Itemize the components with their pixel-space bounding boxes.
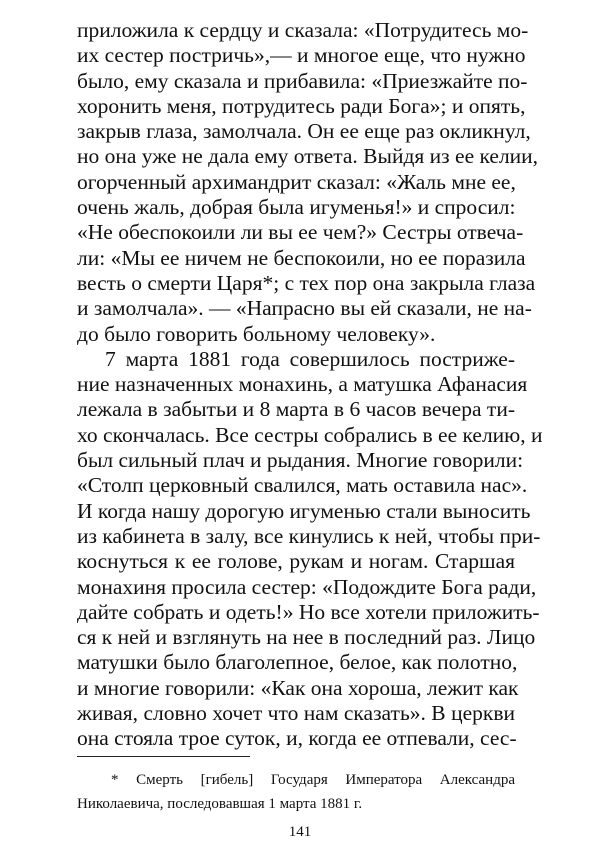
text-line: коснуться к ее голове, рукам и ногам. Старшая: [77, 549, 515, 574]
text-line: было, ему сказала и прибавила: «Приезжайте по-: [77, 68, 528, 93]
text-line: приложила к сердцу и сказала: «Потрудитесь мо-: [77, 18, 529, 42]
text-line: монахиня просила сестер: «Подождите Бога ради,: [77, 574, 537, 599]
footnote: [77, 768, 515, 816]
text-line: весть о смерти Царя*; с тех пор она закрыла глаза: [77, 270, 536, 295]
text-line: живая, словно хочет что нам сказать». В церкви: [77, 701, 515, 726]
text-line: лежала в забытьи и 8 марта в 6 часов вечера ти-: [77, 397, 515, 422]
text-line: из кабинета в залу, все кинулись к ней, чтобы при-: [77, 523, 541, 548]
text-line: и замолчала». — «Напрасно вы ей сказали, не на-: [77, 296, 532, 321]
footnote-line: * Смерть [гибель] Государя Императора Александра: [111, 772, 515, 788]
text-line: она стояла трое суток, и, когда ее отпевали, сес-: [77, 726, 517, 751]
text-line: матушки было благолепное, белое, как полотно,: [77, 650, 518, 675]
text-line: но она уже не дала ему ответа. Выйдя из ее келии,: [77, 144, 539, 169]
text-line: И когда нашу дорогую игуменью стали выносить: [77, 498, 531, 523]
text-line: и многие говорили: «Как она хороша, лежит как: [77, 675, 519, 700]
paragraph-1: [77, 18, 539, 347]
text-line: «Столп церковный свалился, мать оставила нас».: [77, 473, 528, 498]
page-number: 141: [288, 824, 312, 840]
main-text: [77, 18, 543, 752]
text-line: ли: «Мы ее ничем не беспокоили, но ее поразила: [77, 245, 526, 270]
footnote-divider: [77, 756, 250, 757]
text-line: ся к ней и взглянуть на нее в последний раз. Лицо: [77, 625, 536, 650]
text-line: огорченный архимандрит сказал: «Жаль мне ее,: [77, 169, 516, 194]
text-line: хо скончалась. Все сестры собрались в ее келию, и: [77, 422, 543, 447]
text-line: был сильный плач и рыдания. Многие говорили:: [77, 448, 524, 473]
text-line: 7 марта 1881 года совершилось постриже-: [105, 346, 515, 371]
text-line: ние назначенных монахинь, а матушка Афанасия: [77, 372, 528, 397]
text-line: их сестер постричь»,— и многое еще, что нужно: [77, 43, 526, 68]
text-line: хоронить меня, потрудитесь ради Бога»; и опять,: [77, 93, 526, 118]
text-line: закрыв глаза, замолчала. Он ее еще раз окликнул,: [77, 119, 531, 144]
paragraph-2: [77, 346, 543, 752]
text-line: дайте собрать и одеть!» Но все хотели приложить-: [77, 599, 540, 624]
text-line: до было говорить больному человеку».: [77, 321, 436, 346]
text-line: «Не обеспокоили ли вы ее чем?» Сестры отвеча-: [77, 220, 524, 245]
text-line: очень жаль, добрая была игуменья!» и спросил:: [77, 195, 516, 220]
footnote-line: Николаевича, последовавшая 1 марта 1881 г.: [77, 796, 363, 812]
